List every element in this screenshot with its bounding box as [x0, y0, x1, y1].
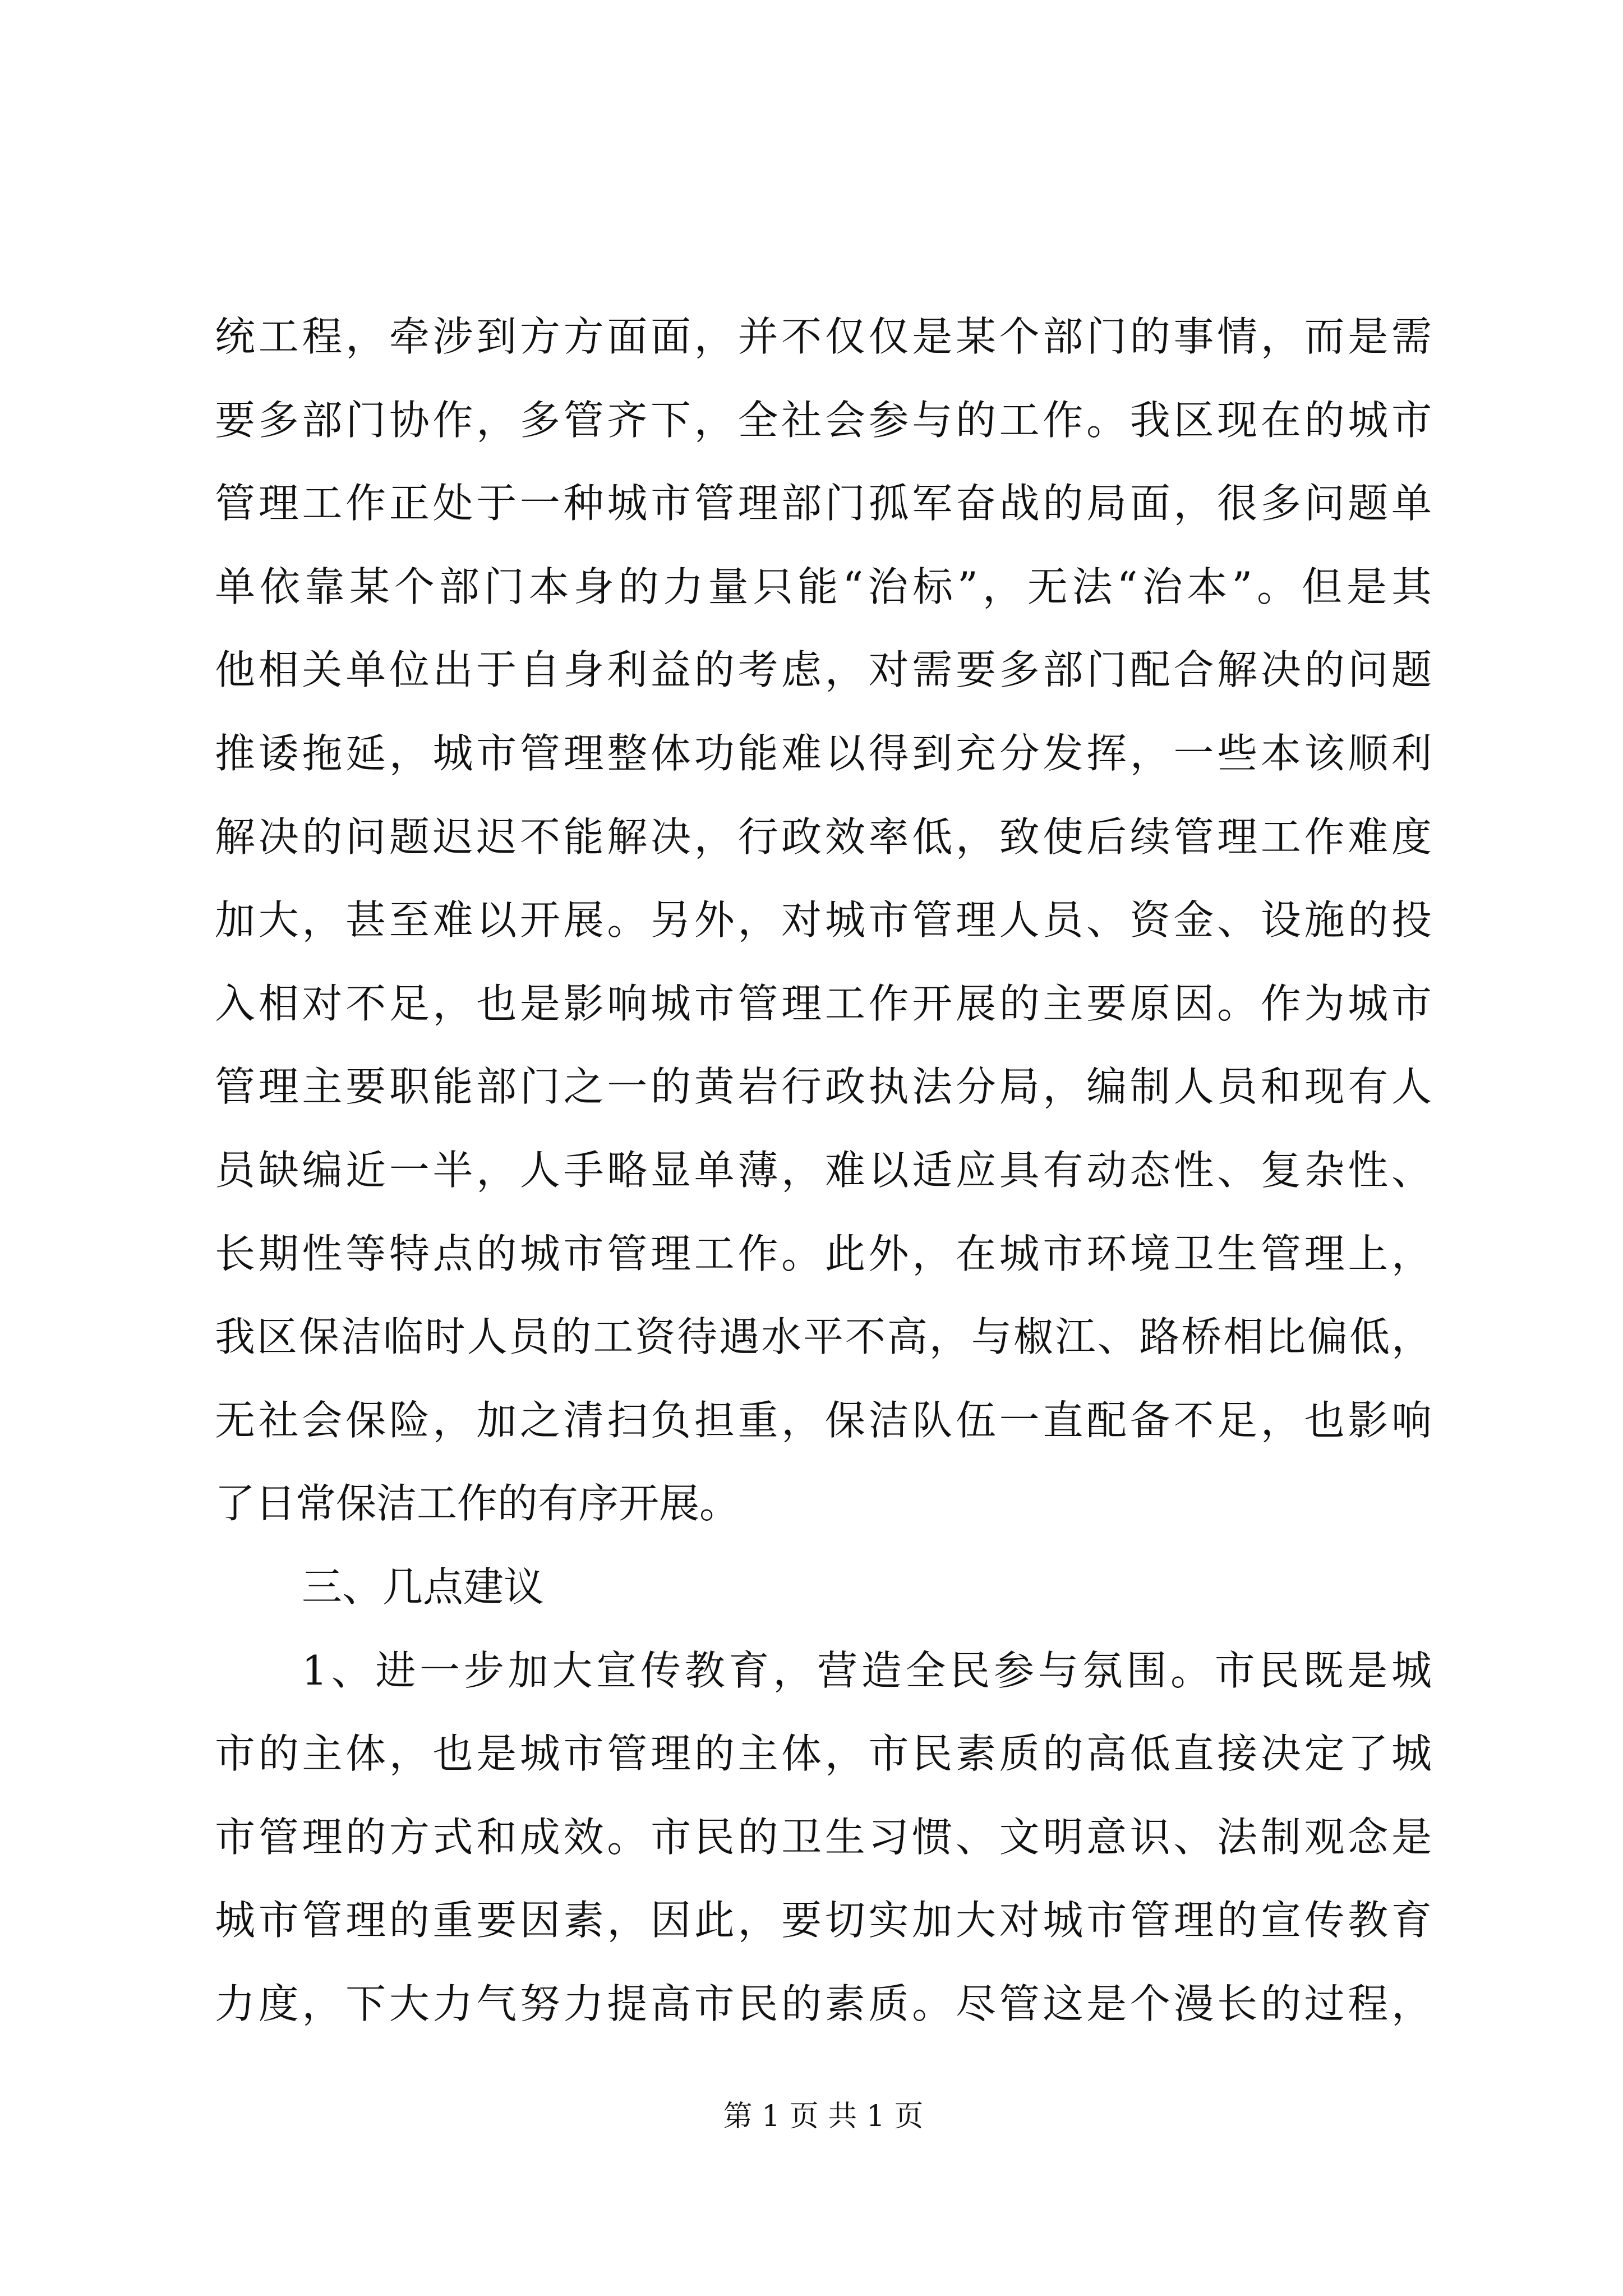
body-line: 无社会保险，加之清扫负担重，保洁队伍一直配备不足，也影响 [215, 1396, 1432, 1444]
body-line: 市的主体，也是城市管理的主体，市民素质的高低直接决定了城 [215, 1730, 1432, 1778]
paragraph-1 [215, 295, 1432, 1545]
body-line: 管理主要职能部门之一的黄岩行政执法分局，编制人员和现有人 [215, 1063, 1432, 1111]
body-line: 管理工作正处于一种城市管理部门孤军奋战的局面，很多问题单 [215, 480, 1432, 527]
body-line: 了日常保洁工作的有序开展。 [215, 1480, 740, 1527]
body-line: 员缺编近一半，人手略显单薄，难以适应具有动态性、复杂性、 [215, 1146, 1432, 1194]
body-line: 我区保洁临时人员的工资待遇水平不高，与椒江、路桥相比偏低， [215, 1313, 1432, 1361]
body-line: 长期性等特点的城市管理工作。此外，在城市环境卫生管理上， [215, 1230, 1432, 1277]
body-line: 加大，甚至难以开展。另外，对城市管理人员、资金、设施的投 [215, 896, 1432, 944]
body-line: 要多部门协作，多管齐下，全社会参与的工作。我区现在的城市 [215, 396, 1432, 444]
body-line: 城市管理的重要因素，因此，要切实加大对城市管理的宣传教育 [215, 1897, 1432, 1944]
body-line: 市管理的方式和成效。市民的卫生习惯、文明意识、法制观念是 [215, 1813, 1432, 1861]
page-footer: 第 1 页 共 1 页 [723, 2100, 924, 2133]
body-line: 解决的问题迟迟不能解决，行政效率低，致使后续管理工作难度 [215, 813, 1432, 861]
body-line: 单依靠某个部门本身的力量只能“治标”，无法“治本”。但是其 [215, 563, 1432, 610]
body-line: 他相关单位出于自身利益的考虑，对需要多部门配合解决的问题 [215, 646, 1432, 694]
body-line: 力度，下大力气努力提高市民的素质。尽管这是个漫长的过程， [215, 1980, 1432, 2027]
paragraph-2 [215, 1629, 1432, 2046]
body-line: 推诿拖延，城市管理整体功能难以得到充分发挥，一些本该顺利 [215, 729, 1432, 777]
body-line: 统工程，牵涉到方方面面，并不仅仅是某个部门的事情，而是需 [215, 313, 1432, 360]
body-text [215, 295, 1432, 2045]
section-heading: 三、几点建议 [302, 1563, 545, 1611]
body-line: 入相对不足，也是影响城市管理工作开展的主要原因。作为城市 [215, 979, 1432, 1027]
body-line: 1、进一步加大宣传教育，营造全民参与氛围。市民既是城 [302, 1646, 1432, 1694]
